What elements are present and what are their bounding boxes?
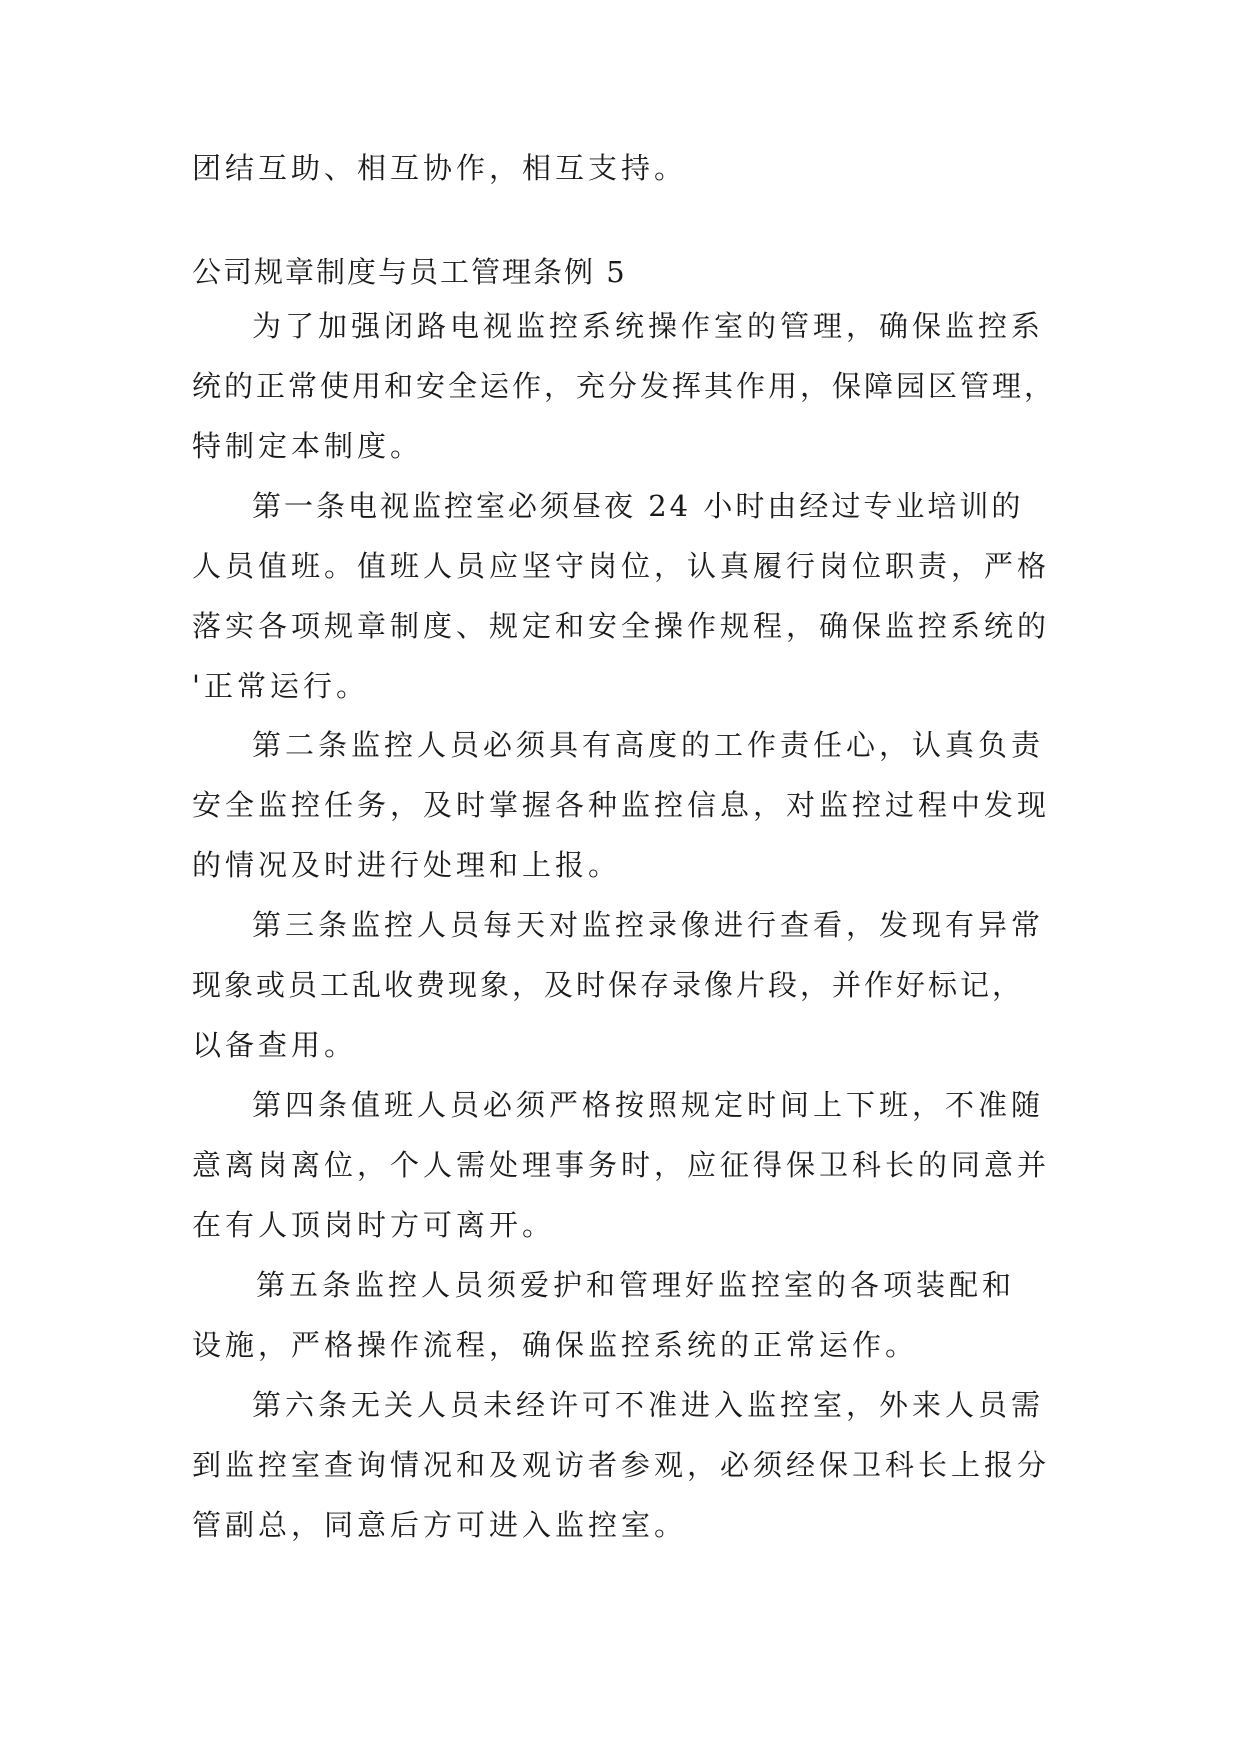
intro-line-2: 统的正常使用和安全运作，充分发挥其作用，保障园区管理，: [192, 369, 1057, 403]
article-3-line-3: 以备查用。: [192, 1028, 358, 1062]
article-1-line-3: 落实各项规章制度、规定和安全操作规程，确保监控系统的: [192, 609, 1051, 643]
intro-line-1: 为了加强闭路电视监控系统操作室的管理，确保监控系: [252, 309, 1045, 343]
article-6-line-1: 第六条无关人员未经许可不准进入监控室，外来人员需: [252, 1388, 1045, 1422]
article-4-line-2: 意离岗离位，个人需处理事务时，应征得保卫科长的同意并: [192, 1148, 1051, 1182]
section-heading: 公司规章制度与员工管理条例 5: [192, 255, 627, 289]
article-4-line-1: 第四条值班人员必须严格按照规定时间上下班，不准随: [252, 1088, 1045, 1122]
article-4-line-3: 在有人顶岗时方可离开。: [192, 1208, 556, 1242]
article-2-line-3: 的情况及时进行处理和上报。: [192, 848, 622, 882]
paragraph-line-closing: 团结互助、相互协作，相互支持。: [192, 151, 688, 185]
article-3-line-1: 第三条监控人员每天对监控录像进行查看，发现有异常: [252, 908, 1045, 942]
article-2-line-2: 安全监控任务，及时掌握各种监控信息，对监控过程中发现: [192, 788, 1051, 822]
article-1-line-2: 人员值班。值班人员应坚守岗位，认真履行岗位职责，严格: [192, 549, 1051, 583]
intro-line-3: 特制定本制度。: [192, 429, 424, 463]
article-2-line-1: 第二条监控人员必须具有高度的工作责任心，认真负责: [252, 728, 1045, 762]
article-6-line-3: 管副总，同意后方可进入监控室。: [192, 1508, 688, 1542]
article-6-line-2: 到监控室查询情况和及观访者参观，必须经保卫科长上报分: [192, 1448, 1051, 1482]
article-5-line-2: 设施，严格操作流程，确保监控系统的正常运作。: [192, 1328, 919, 1362]
article-3-line-2: 现象或员工乱收费现象，及时保存录像片段，并作好标记，: [192, 968, 1025, 1002]
article-1-line-1: 第一条电视监控室必须昼夜 24 小时由经过专业培训的: [252, 489, 1024, 523]
article-5-line-1: 第五条监控人员须爱护和管理好监控室的各项装配和: [256, 1268, 1016, 1302]
article-1-line-4: '正常运行。: [192, 669, 369, 703]
